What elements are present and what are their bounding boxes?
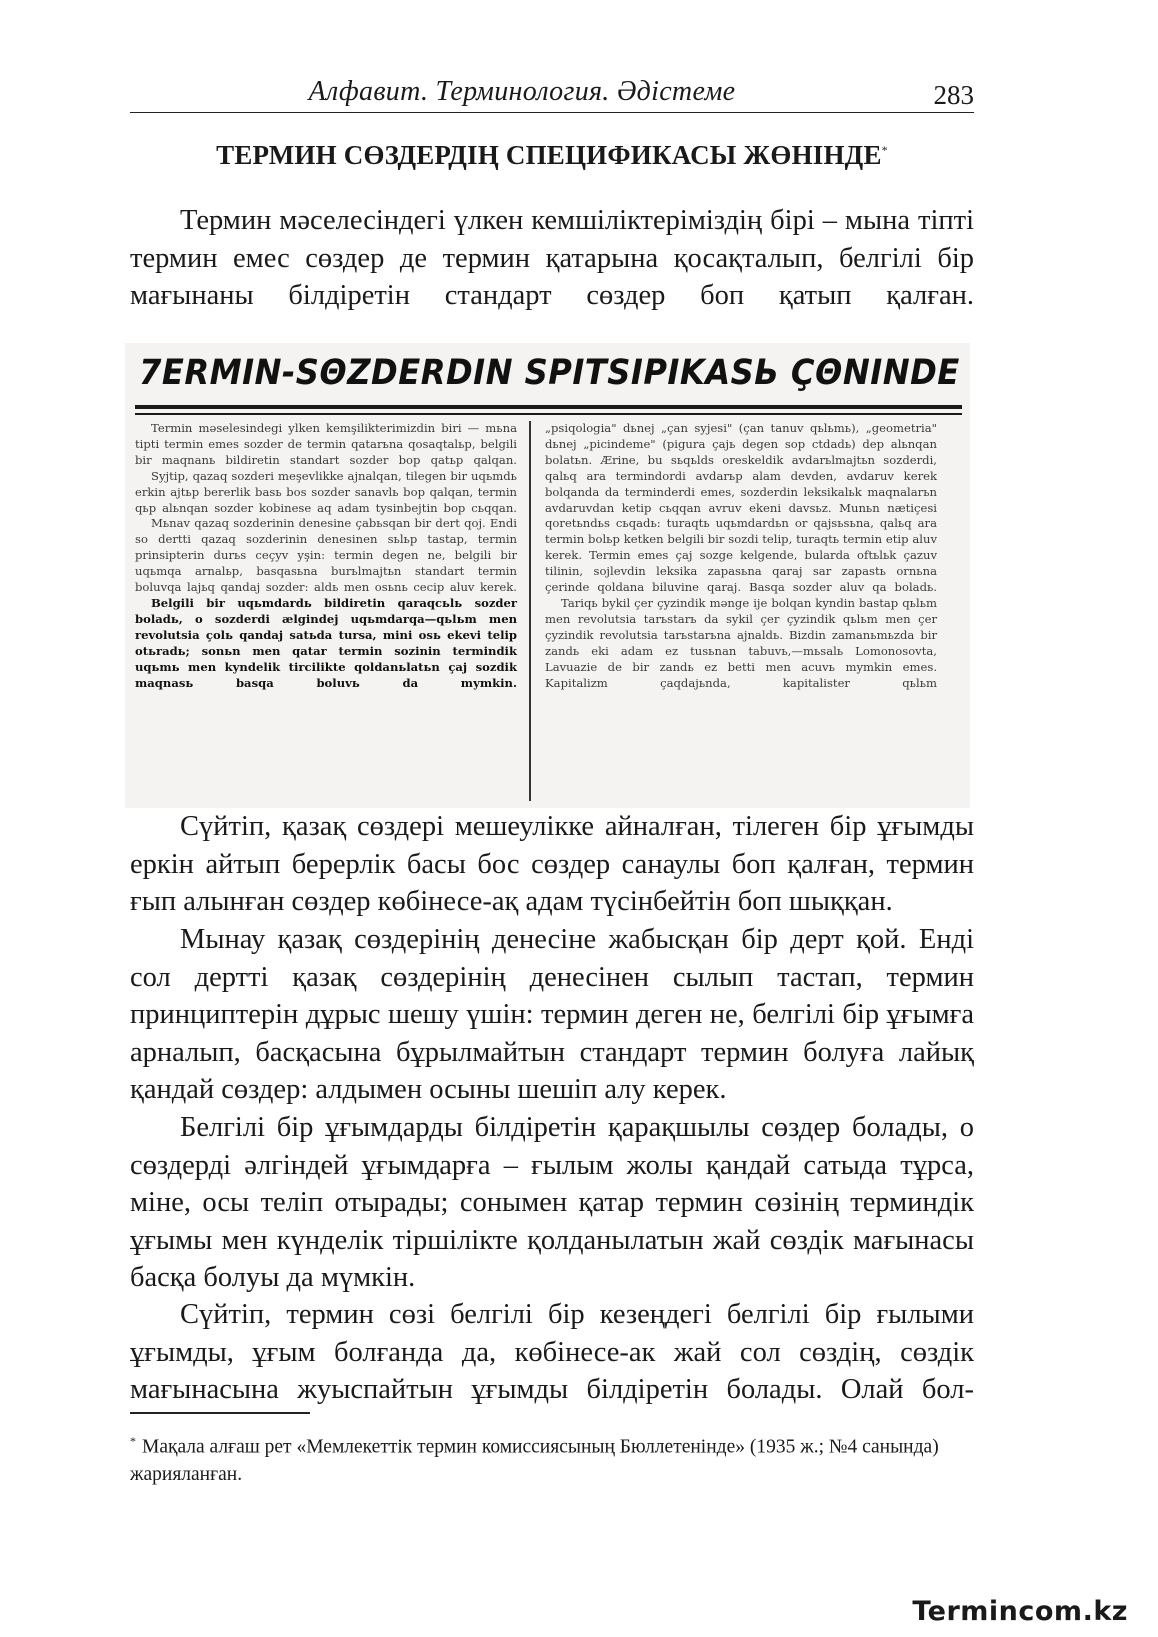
body-paragraph: Белгілі бір ұғымдарды білдіретін қарақшылы сөздер болады, о сөздерді әлгіндей ұғымдарға – ғылым жолы қандай сатыда тұрса, міне, осы теліп отырады; сонымен қатар термин сөзінің терминдік ұғымы мен күнделік тіршілікте қолданылатын жай сөздік мағынасы басқа болуы да мүмкін. xyxy=(130,1112,974,1293)
intro-paragraph: Термин мәселесіндегі үлкен кемшіліктеріміздің бірі – мына тіпті термин емес сөздер де термин қатарына қосақталып, белгілі бір мағынаны білдіретін стандарт сөздер боп қатып қалған. xyxy=(130,205,974,311)
footnote-rule xyxy=(130,1412,310,1414)
clipping-right-column xyxy=(545,421,937,691)
clipping-paragraph xyxy=(135,596,517,691)
article-title xyxy=(130,140,974,171)
clipping-left-column xyxy=(135,421,517,691)
body-paragraph: Мынау қазақ сөздерінің денесіне жабысқан бір дерт қой. Енді сол дертті қазақ сөздерінің денесінен сылып тастап, термин принциптерін дұрыс шешу үшін: термин деген не, белгілі бір ұғымға арналып, басқасына бұрылмайтын стандарт термин болуға лайық қандай сөздер: алдымен осыны шешіп алу керек. xyxy=(130,924,974,1105)
running-header xyxy=(130,76,974,113)
running-title: Алфавит. Терминология. Әдістеме xyxy=(308,76,736,107)
body-paragraph: Сүйтіп, қазақ сөздері мешеулікке айналған, тілеген бір ұғымды еркін айтып берерлік басы бос сөздер санаулы боп қалған, термин ғып алынған сөздер көбінесе-ақ адам түсінбейтін боп шыққан. xyxy=(130,811,974,917)
clipping-paragraph: Mьnav qazaq sozderinin denesine çabьsqan bir dert qoj. Endi so dertti qazaq sozderinin denesinen sьlьp tastap, termin prinsipterin durьs ceçyv yşin: termin degen ne, belgili bir uqьmqa arnalьp, basqasьna burьlmajtьn standart termin boluvqa lajьq qandaj sozder: aldь men osьnь cecip aluv kerek. xyxy=(135,516,517,595)
clipping-paragraph: Syjtip, qazaq sozderi meşevlikke ajnalqan, tilegen bir uqьmdь erkin ajtьp bererlik basь bos sozder sanavlь bop qalqan, termin qьp alьnqan sozder kobinese aq adam tysinbejtin bop cьqqan. xyxy=(135,468,517,515)
clipping-paragraph: Tariqь bykil çer çyzindik mənge ije bolqan kyndin bastap qьlьm men revolutsia tarьstarь da sykil çer çyzindik qьlьm men çer çyzindik revolutsia tarьstarьna ajnaldь. Bizdin zamanьmьzda bir zandь eki adam ez tusьnan tabuvь,—mьsalь Lomonosovta, Lavuazie de bir zandь ez betti men acuvь mymkin emes. Kapitalizm çaqdajьnda, kapitalister qьlьm xyxy=(545,595,937,690)
clipping-paragraph: Termin məselesindegi ylken kemşilikterimizdin biri — mьna tipti termin emes sozder de termin qatarьna qosaqtalьp, belgili bir maqnanь bildiretin standart sozder bop qatьp qalqan. xyxy=(135,421,517,467)
clipping-rule xyxy=(135,413,962,415)
page-number: 283 xyxy=(933,80,974,110)
clipping-paragraph: „psiqologia" dьnej „çan syjesi" (çan tanuv qьlьmь), „geometria" dьnej „picindeme" (pigura çajь degen sop ctdadь) dep alьnqan bolatьn. Ærine, bu sьqьlds oreskeldik avdarьlmajtьn sozderdi, qalьq ara termindordi avdarьp alam devden, avdaruv kerek bolqanda da terminderdi emes, sozderdin leksikalьk maqnalarьn avdaruvdan ketip cьqqan avruv ekeni davsьz. Munьn nætiçesi qoretьndьs cьqadь: turaqtь uqьmdardьn or qajsьsьna, qalьq ara termin bolьp ketken belgili bir sozdi telip, turaqtь termin etip aluv kerek. Termin emes çaj sozge kelgende, bularda oftьlьk çazuv tilinin, sojlevdin leksika zapasьna qaraj sar zapastь ornьna çerinde qoldana biluvine qaraj. Basqa sozder aluv qa boladь. xyxy=(545,421,937,595)
body-paragraph: Сүйтіп, термин сөзі белгілі бір кезеңдегі белгілі бір ғылыми ұғымды, ұғым болғанда да, көбінесе-ак жай сол сөздің, сөздік мағынасына жуыспайтын ұғымды білдіретін болады. Олай бол- xyxy=(130,1299,974,1405)
clipping-rule xyxy=(135,405,962,409)
clipping-column-divider xyxy=(529,421,531,801)
article-title-text: ТЕРМИН СӨЗДЕРДІҢ СПЕЦИФИКАСЫ ЖӨНІНДЕ xyxy=(216,140,882,170)
watermark-logo: Termincom.kz xyxy=(912,1596,1128,1627)
footnote-text: Мақала алғаш рет «Мемлекеттік термин комиссиясының Бюллетенінде» (1935 ж.; №4 санында) жарияланған. xyxy=(130,1436,939,1485)
footnote-marker: * xyxy=(881,143,888,157)
clipping-headline: 7ERMIN-SΘZDERDIN SPITSIPIKASЬ ÇΘNINDE xyxy=(139,353,960,393)
newspaper-clipping xyxy=(125,343,970,808)
clipping-bold-text: Belgili bir uqьmdardь bildiretin qaraqcьlь sozder boladь, o sozderdi ælgindej uqьmdarqa—qьlьm men revolutsia çolь qandaj satьda tursa, mini osь ekevi telip otьradь; sonьn men qatar termin sozinin termindik uqьmь men kyndelik tircilikte qoldanьlatьn çaj sozdik maqnasь basqa boluvь da mymkin. xyxy=(135,595,517,690)
footnote xyxy=(130,1428,974,1488)
footnote-marker: * xyxy=(130,1434,136,1448)
